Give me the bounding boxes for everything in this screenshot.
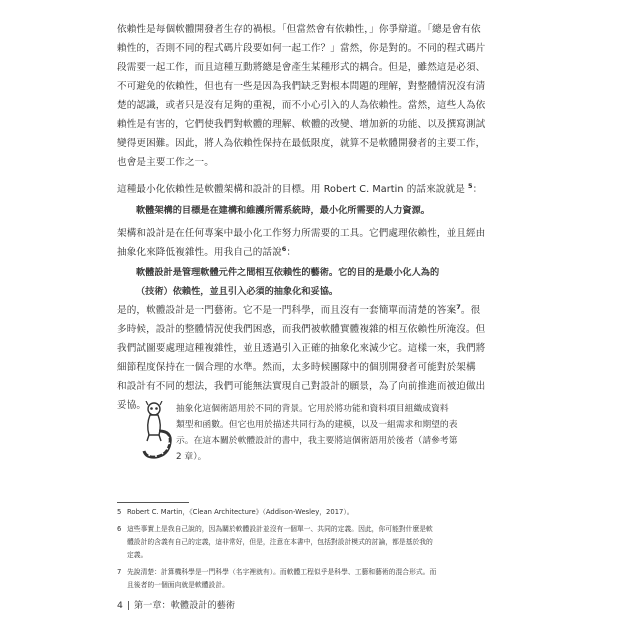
footnote-text: 且後者的一個面向就是軟體設計。 bbox=[127, 581, 229, 589]
note-line: 示。在這本關於軟體設計的書中，我主要將這個術語用於後者（請參考第 bbox=[176, 436, 458, 446]
text-line: 妥協。 bbox=[117, 400, 147, 411]
footnote-5 bbox=[117, 506, 522, 519]
note-line: 抽象化這個術語用於不同的背景。它用於將功能和資料項目組織成資料 bbox=[176, 404, 449, 414]
footnote-text: Robert C. Martin，《Clean Architecture》（Addison-Wesley，2017）。 bbox=[127, 508, 354, 516]
note-line: 2 章）。 bbox=[176, 452, 207, 462]
quote-martin bbox=[136, 201, 508, 220]
note-text bbox=[176, 401, 520, 465]
text-line: 賴性是有害的，它們使我們對軟體的理解、軟體的改變、增加新的功能、以及撰寫測試 bbox=[117, 119, 486, 130]
footnote-text: 這些事實上是我自己說的，因為關於軟體設計並沒有一個單一、共同的定義。因此，你可能對什麼是軟 bbox=[127, 525, 433, 533]
text-line: 不可避免的依賴性，但也有一些是因為我們缺乏對根本問題的理解，對整體情況沒有清 bbox=[117, 81, 486, 92]
text-line: 段需要一起工作，而且這種互動將總是會產生某種形式的耦合。但是，雖然這是必須、 bbox=[117, 62, 486, 73]
footnote-6 bbox=[117, 523, 522, 536]
text-line: 是的，軟體設計是一門藝術。它不是一門科學，而且沒有一套簡單而清楚的答案$^7$。很 bbox=[117, 303, 481, 316]
text-line: 這種最小化依賴性是軟體架構和設計的目標。用 Robert C. Martin 的話來說就是 $^5$： bbox=[117, 182, 483, 195]
quote-own-words bbox=[136, 263, 508, 301]
page-number: 4 bbox=[117, 600, 123, 611]
text-line: 變得更困難。因此，將人為依賴性保持在最低限度，就算不是軟體開發者的主要工作， bbox=[117, 138, 486, 149]
paragraph-art bbox=[117, 301, 520, 415]
text-line: 賴性的，否則不同的程式碼片段要如何一起工作？」當然，你是對的。不同的程式碼片 bbox=[117, 43, 486, 54]
footnote-number: 5 bbox=[117, 508, 122, 516]
quote-line: （技術）依賴性，並且引入必須的抽象化和妥協。 bbox=[136, 286, 339, 297]
footnotes bbox=[117, 506, 522, 592]
quote-line: 軟體架構的目標是在建構和維護所需系統時，最小化所需要的人力資源。 bbox=[136, 205, 430, 216]
text-line: 和設計有不同的想法，我們可能無法實現自己對設計的願景，為了向前推進而被迫做出 bbox=[117, 381, 486, 392]
footnote-number: 7 bbox=[117, 568, 122, 576]
paragraph-goal bbox=[117, 180, 520, 199]
text-line: 抽象化來降低複雜性。用我自己的話說$^6$： bbox=[117, 245, 297, 258]
text-line: 我們試圖要處理這種複雜性，並且透過引入正確的抽象化來減少它。這樣一來，我們將 bbox=[117, 343, 486, 354]
lemur-icon bbox=[138, 401, 174, 461]
footnote-ref-7[interactable]: 7 bbox=[456, 303, 461, 311]
footnote-7 bbox=[117, 566, 522, 579]
footnote-text: 先說清楚：計算機科學是一門科學（名字裡就有）。而軟體工程似乎是科學、工藝和藝術的混合形式。而 bbox=[127, 568, 437, 576]
footnote-number: 6 bbox=[117, 525, 122, 533]
text-line: 依賴性是每個軟體開發者生存的禍根。「但當然會有依賴性，」你爭辯道。「總是會有依 bbox=[117, 24, 481, 35]
footnote-text: 定義。 bbox=[127, 551, 148, 559]
text-line: 多時候，設計的整體情況使我們困惑，而我們被軟體實體複雜的相互依賴性所淹沒。但 bbox=[117, 324, 486, 335]
text-line: 楚的認識，或者只是沒有足夠的重視，而不小心引入的人為依賴性。當然，這些人為依 bbox=[117, 100, 486, 111]
paragraph-architecture bbox=[117, 224, 520, 262]
paragraph-dependencies bbox=[117, 20, 520, 172]
footnote-text: 體設計的含義有自己的定義，這非常好，但是，注意在本書中，包括對設計模式的討論，都是基於我的 bbox=[127, 538, 433, 546]
footer-separator: | bbox=[126, 600, 130, 611]
page-footer bbox=[117, 597, 235, 611]
text-line: 細節程度保持在一個合理的水準。然而，太多時候團隊中的個別開發者可能對於架構 bbox=[117, 362, 476, 373]
note-callout bbox=[138, 401, 518, 463]
chapter-title: 第一章：軟體設計的藝術 bbox=[133, 600, 236, 611]
text-line: 也會是主要工作之一。 bbox=[117, 157, 214, 168]
note-line: 類型和函數。但它也用於描述共同行為的建模，以及一組需求和期望的表 bbox=[176, 420, 458, 430]
footnote-divider bbox=[117, 502, 189, 503]
quote-line: 軟體設計是管理軟體元件之間相互依賴性的藝術。它的目的是最小化人為的 bbox=[136, 267, 440, 278]
text-line: 架構和設計是在任何專案中最小化工作努力所需要的工具。它們處理依賴性，並且經由 bbox=[117, 228, 486, 239]
footnote-ref-6[interactable]: 6 bbox=[281, 245, 287, 253]
footnote-ref-5[interactable]: 5 bbox=[468, 182, 473, 190]
